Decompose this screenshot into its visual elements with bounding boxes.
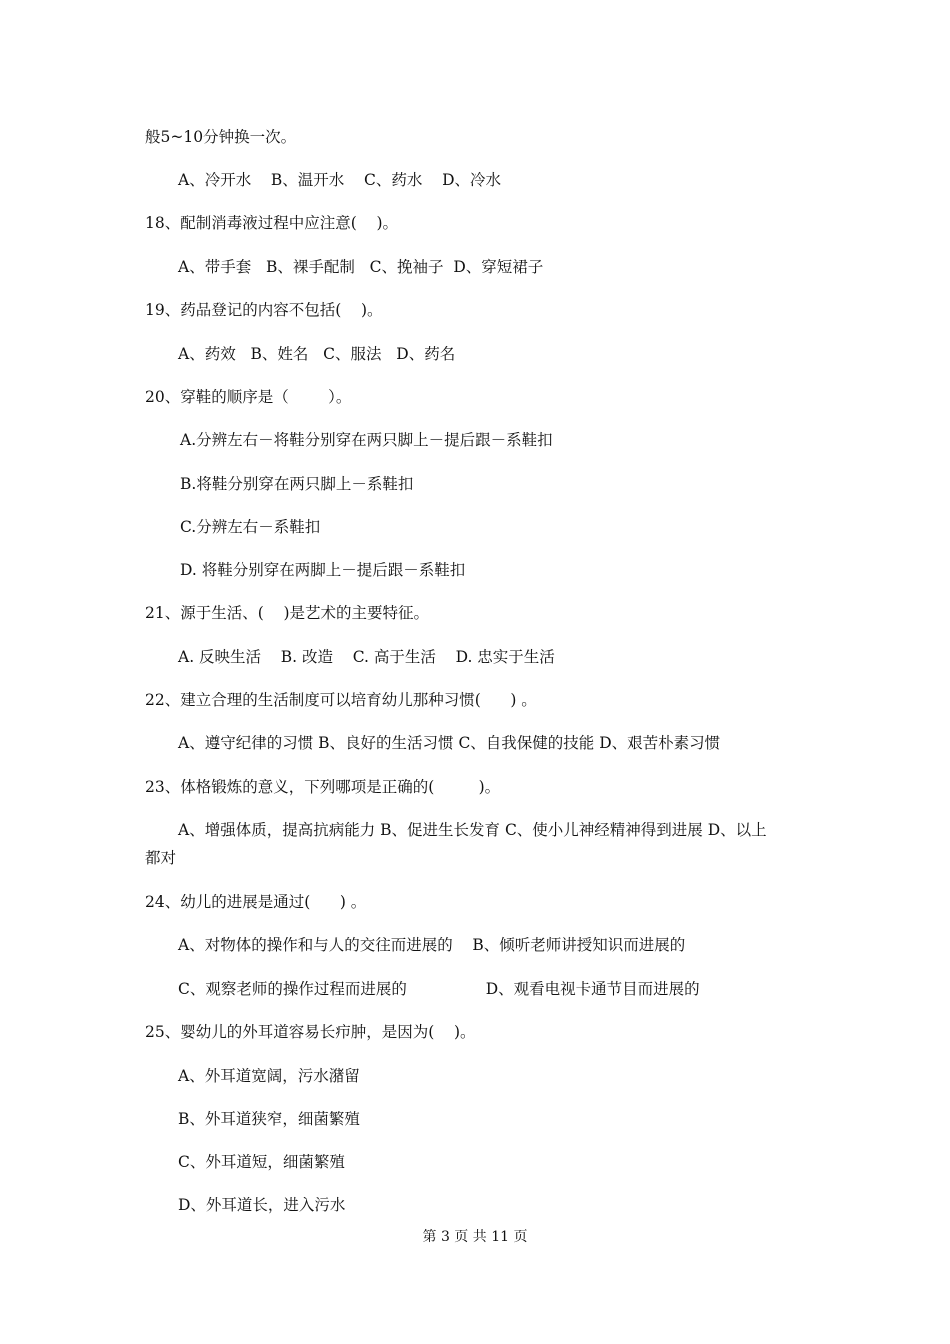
answer-option-d: D. 将鞋分别穿在两脚上－提后跟－系鞋扣	[180, 561, 466, 579]
question-18: 18、配制消毒液过程中应注意( )。	[145, 214, 399, 232]
question-21: 21、源于生活、( )是艺术的主要特征。	[145, 604, 430, 622]
answer-option-b: B、外耳道狭窄，细菌繁殖	[178, 1110, 360, 1128]
question-20: 20、穿鞋的顺序是（ ）。	[145, 388, 352, 406]
answer-options: C、观察老师的操作过程而进展的 D、观看电视卡通节目而进展的	[178, 980, 700, 998]
question-24: 24、幼儿的进展是通过( ) 。	[145, 893, 367, 911]
answer-options: A、药效 B、姓名 C、服法 D、药名	[178, 345, 456, 363]
answer-options: A. 反映生活 B. 改造 C. 高于生活 D. 忠实于生活	[178, 648, 555, 666]
question-19: 19、药品登记的内容不包括( )。	[145, 301, 383, 319]
answer-options-continued: 都对	[145, 849, 177, 867]
answer-option-a: A、外耳道宽阔，污水潴留	[178, 1067, 360, 1085]
answer-option-b: B.将鞋分别穿在两只脚上－系鞋扣	[180, 475, 414, 493]
answer-options: A、带手套 B、裸手配制 C、挽袖子 D、穿短裙子	[178, 258, 544, 276]
answer-option-c: C、外耳道短，细菌繁殖	[178, 1153, 345, 1171]
question-23: 23、体格锻炼的意义，下列哪项是正确的( )。	[145, 778, 501, 796]
answer-options: A、增强体质，提高抗病能力 B、促进生长发育 C、使小儿神经精神得到进展 D、以上	[178, 821, 767, 839]
answer-options: A、冷开水 B、温开水 C、药水 D、冷水	[178, 171, 501, 189]
answer-option-a: A.分辨左右－将鞋分别穿在两只脚上－提后跟－系鞋扣	[180, 431, 553, 449]
answer-options: A、对物体的操作和与人的交往而进展的 B、倾听老师讲授知识而进展的	[178, 936, 686, 954]
answer-option-c: C.分辨左右－系鞋扣	[180, 518, 321, 536]
question-22: 22、建立合理的生活制度可以培育幼儿那种习惯( ) 。	[145, 691, 537, 709]
text-line: 般5~10分钟换一次。	[145, 128, 297, 146]
page-number-footer: 第 3 页 共 11 页	[422, 1229, 528, 1245]
answer-option-d: D、外耳道长，进入污水	[178, 1196, 346, 1214]
answer-options: A、遵守纪律的习惯 B、良好的生活习惯 C、自我保健的技能 D、艰苦朴素习惯	[178, 734, 721, 752]
question-25: 25、婴幼儿的外耳道容易长疖肿，是因为( )。	[145, 1023, 476, 1041]
